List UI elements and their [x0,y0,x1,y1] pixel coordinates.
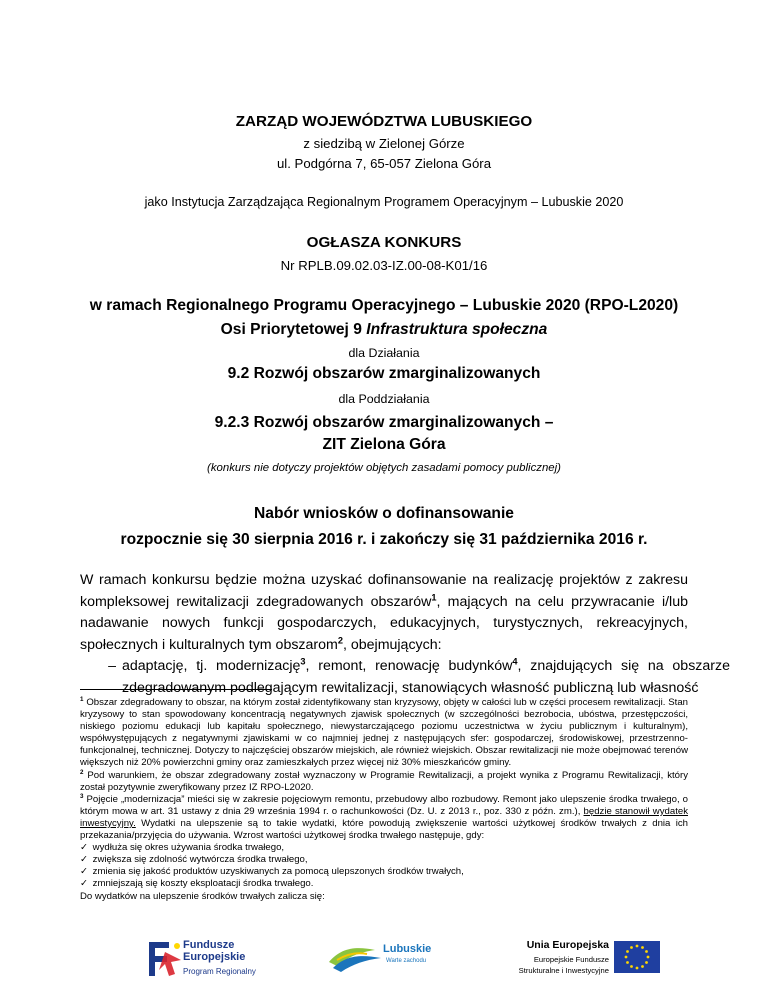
footnote-3-text-a: Pojęcie „modernizacja” mieści się w zakresie pojęciowym remontu, przebudowy albo rozbudowy. Remont jako ulepszenie środka trwałego, o którym mowa w art. 31 ustawy z dnia 29 września 1994 r. o rachunkowości (Dz. U. z 2013 r., poz. 330 z późn. zm.), [80,793,688,817]
axis-prefix: Osi Priorytetowej 9 [220,321,367,338]
org-name: ZARZĄD WOJEWÓDZTWA LUBUSKIEGO [235,113,533,130]
footnote-separator [80,689,272,690]
program-note: (konkurs nie dotyczy projektów objętych zasadami pomocy publicznej) [207,462,561,474]
check-item [80,866,688,878]
logo-lubuskie [327,940,447,976]
footnote-3-underlined: będzie stanowił wydatek inwestycyjny. [80,805,688,829]
dates-line-1: Nabór wniosków o dofinansowanie [254,505,514,522]
subaction-title-1: 9.2.3 Rozwój obszarów zmarginalizowanych – [214,414,554,431]
eu-line-3: Strukturalne i Inwestycyjne [518,966,609,975]
bullet-text-3: , znajdujących się na obszarze zdegradowanym podlegającym rewitalizacji, stanowiących własność publiczną lub własność [122,658,730,696]
check-item [80,854,688,866]
footnote-3: $^3$ Pojęcie „modernizacja” mieści się w zakresie pojęciowym remontu, przebudowy albo rozbudowy. Remont jako ulepszenie środka trwałego, o którym mowa w art. 31 ustawy z dnia 29 września 1994 r. o rachunkowości (Dz. U. z 2013 r., poz. 330 z późn. zm.), będzie stanowił wydatek inwestycyjny. Wydatki na ulepszenie są to takie wydatki, które powodują zwiększenie wartości użytkowej środków trwałych z dnia ich przekazania/przyjęcia do używania. Wzrost wartości użytkowej środka trwałego następuje, gdy: [80,792,688,842]
footnote-ref: 4 [512,656,518,667]
footnote-3-text-b: Wydatki na ulepszenie są to takie wydatki, które powodują zwiększenie wartości użytkowej środków trwałych z dnia ich przekazania/przyjęcia do używania. Wzrost wartości użytkowej środka trwałego następuje, gdy: [80,817,688,842]
check-item-text: wydłuża się okres używania środka trwałego, [92,842,285,854]
org-role: jako Instytucja Zarządzająca Regionalnym Programem Operacyjnym – Lubuskie 2020 [144,195,624,209]
subaction-title-2: ZIT Zielona Góra [322,436,446,453]
dates-line-2: rozpocznie się 30 sierpnia 2016 r. i zakończy się 31 października 2016 r. [120,531,648,548]
checkmark-icon: ✓ [80,878,89,890]
fe-line-1: Fundusze [183,939,235,951]
checkmark-icon: ✓ [80,866,89,878]
fe-line-2: Europejskie [183,951,246,963]
footnotes [80,697,688,903]
fe-line-3: Program Regionalny [183,967,256,976]
footnote-2: $^2$ Pod warunkiem, że obszar zdegradowany został wyznaczony w Programie Rewitalizacji, a projekt wynika z Programu Rewitalizacji, który został pozytywnie zweryfikowany przez IZ RPO-L2020. [80,768,688,793]
check-item-text: zwiększa się zdolność wytwórcza środka trwałego, [92,854,308,866]
check-item-text: zmienia się jakość produktów uzyskiwanych za pomocą ulepszonych środków trwałych, [92,866,464,878]
action-title: 9.2 Rozwój obszarów zmarginalizowanych [227,365,541,382]
footnote-1: $^1$ Obszar zdegradowany to obszar, na którym został zidentyfikowany stan kryzysowy, objęty w całości lub w części procesem rewitalizacji. Stan kryzysowy to stan spowodowany koncentracją negatywnych zjawisk społecznych (w szczególności bezrobocia, ubóstwa, przestępczości, niskiego poziomu edukacji lub kapitału społecznego, niewystarczającego poziomu uczestnictwa w życiu publicznym i kulturalnym), współwystępujących z negatywnymi zjawiskami w co najmniej jednej z następujących sfer: gospodarczej, środowiskowej, przestrzenno-funkcjonalnej, technicznej. Dotyczy to najczęściej obszarów miejskich, ale również wiejskich. Obszar rewitalizacji nie może obejmować terenów większych niż 20% powierzchni gminy oraz zamieszkałych przez więcej niż 30% mieszkańców gminy. [80,695,688,769]
footnote-2-text: Pod warunkiem, że obszar zdegradowany został wyznaczony w Programie Rewitalizacji, a projekt wynika z Programu Rewitalizacji, który został pozytywnie zweryfikowany przez IZ RPO-L2020. [80,769,688,793]
bullet-text-1: adaptację, tj. modernizację [122,658,301,674]
lubuskie-tagline: Warte zachodu [386,958,427,964]
axis-line [0,321,768,339]
fe-star-icon [147,938,183,978]
action-label: dla Działania [348,346,420,360]
footnote-ref: 1 [431,591,437,602]
checkmark-icon: ✓ [80,854,89,866]
org-seat: z siedzibą w Zielonej Górze [303,136,465,151]
bullet-text-2: , remont, renowację budynków [305,658,513,674]
checkmark-icon: ✓ [80,842,89,854]
axis-name: Infrastruktura społeczna [366,321,548,338]
program-line: w ramach Regionalnego Programu Operacyjnego – Lubuskie 2020 (RPO-L2020) [89,297,679,314]
body-text-2: , mających na celu przywracanie i/lub nadawanie nowych funkcji gospodarczych, edukacyjnych, turystycznych, rekreacyjnych, społecznych i kulturalnych tym obszarom [80,593,688,653]
body-text-3: , obejmujących: [342,636,442,653]
footnote-ref: 3 [300,656,306,667]
lubuskie-name: Lubuskie [383,943,432,955]
footnote-last-line: Do wydatków na ulepszenie środków trwałych zalicza się: [80,890,325,902]
eu-flag-icon [614,941,660,973]
logo-fundusze-europejskie [147,936,287,982]
eu-line-2: Europejskie Fundusze [533,955,609,964]
check-item-text: zmniejszają się koszty eksploatacji środka trwałego. [92,878,314,890]
body-text-1: W ramach konkursu będzie można uzyskać dofinansowanie na realizację projektów z zakresu kompleksowej rewitalizacji zdegradowanych obszarów [80,572,688,610]
footnote-1-text: Obszar zdegradowany to obszar, na którym został zidentyfikowany stan kryzysowy, objęty w całości lub w części procesem rewitalizacji. Stan kryzysowy to stan spowodowany koncentracją negatywnych zjawisk społecznych (w szczególności bezrobocia, ubóstwa, przestępczości, niskiego poziomu edukacji lub kapitału społecznego, niewystarczającego poziomu uczestnictwa w życiu publicznym i kulturalnym), współwystępujących z negatywnymi zjawiskami w co najmniej jednej z następujących sfer: gospodarczej, środowiskowej, przestrzenno-funkcjonalnej, technicznej. Dotyczy to najczęściej obszarów miejskich, ale również wiejskich. Obszar rewitalizacji nie może obejmować terenów większych niż 20% powierzchni gminy oraz zamieszkałych przez więcej niż 30% mieszkańców gminy. [80,697,688,769]
eu-line-1: Unia Europejska [526,939,609,951]
body-bullet [80,656,730,699]
org-address: ul. Podgórna 7, 65-057 Zielona Góra [276,156,492,171]
announce-title: OGŁASZA KONKURS [306,234,462,251]
subaction-label: dla Poddziałania [338,392,430,406]
dash-marker: – [108,658,116,674]
announce-number: Nr RPLB.09.02.03-IZ.00-08-K01/16 [280,258,488,273]
body-paragraph [80,570,688,656]
logo-unia-europejska [509,937,659,981]
check-item [80,842,688,854]
footnote-ref: 2 [337,635,343,646]
lubuskie-wave-icon [327,940,383,974]
check-item [80,878,688,890]
